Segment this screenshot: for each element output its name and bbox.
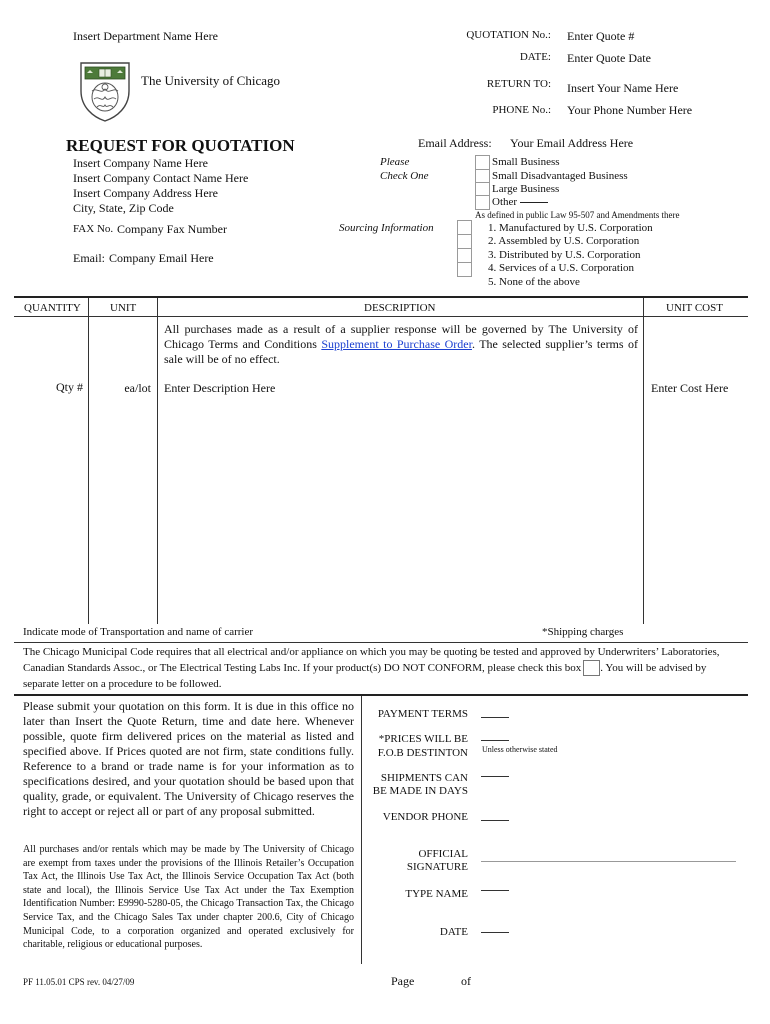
- transport-mode-label[interactable]: Indicate mode of Transportation and name of carrier: [23, 626, 254, 638]
- quantity-field[interactable]: Qty #: [56, 380, 83, 394]
- sourcing-option-2: 2. Assembled by U.S. Corporation: [488, 235, 640, 247]
- terms-notice-post: . The selected supplier’s terms of sale will be of no effect.: [164, 337, 638, 366]
- business-option-small-disadvantaged: Small Disadvantaged Business: [492, 170, 628, 182]
- return-to-field[interactable]: Insert Your Name Here: [567, 81, 679, 95]
- terms-notice-pre: All purchases made as a result of a supplier response will be governed by The University of Chicago Terms and Conditions: [164, 322, 638, 351]
- payment-terms-label: PAYMENT TERMS: [377, 708, 468, 720]
- form-title: REQUEST FOR QUOTATION: [66, 136, 295, 155]
- column-header-unit-cost: UNIT COST: [666, 302, 723, 314]
- university-name: The University of Chicago: [141, 73, 280, 88]
- vendor-phone-field[interactable]: [481, 820, 509, 821]
- company-name-field[interactable]: Insert Company Name Here: [73, 156, 208, 170]
- email-address-label: Email Address:: [418, 136, 492, 150]
- quote-number-label: QUOTATION No.:: [466, 29, 551, 41]
- terms-notice: [164, 322, 638, 367]
- sourcing-option-3: 3. Distributed by U.S. Corporation: [488, 249, 641, 261]
- tax-exemption-notice: All purchases and/or rentals which may be made by The University of Chicago are exempt from taxes under the provisions of the Illinois Retailer’s Occupation Tax Act, the Illinois Use Tax Act, the Illinois Service Occupation Tax Act (both state and local), the Illinois Service Use Tax Act under the Tax Exemption Identification Number: E9990-5280-05, the Chicago Transaction Tax, the Chicago Service Tax, and the Chicago Sales Tax under chapter 200.6, City of Chicago Municipal Code, to a corporation organized and operated exclusively for charitable, religious or educational purposes.: [23, 844, 354, 951]
- date-label: DATE:: [519, 51, 551, 63]
- description-column-divider: [643, 298, 644, 624]
- phone-field[interactable]: Your Phone Number Here: [567, 103, 693, 117]
- signature-line[interactable]: [481, 861, 736, 862]
- prices-fob-label-line2: F.O.B DESTINTON: [377, 747, 468, 759]
- quantity-column-divider: [88, 298, 89, 624]
- table-header-rule: [14, 316, 748, 317]
- business-option-other-label: Other: [492, 196, 518, 208]
- nonconform-checkbox[interactable]: [583, 660, 600, 676]
- email-address-field[interactable]: Your Email Address Here: [510, 136, 634, 150]
- date-signed-label: DATE: [439, 926, 468, 938]
- sourcing-option-5: 5. None of the above: [488, 276, 580, 288]
- payment-terms-field[interactable]: [481, 717, 509, 718]
- other-business-line[interactable]: [520, 201, 548, 203]
- sourcing-checkbox-2[interactable]: [457, 234, 472, 249]
- check-one-prompt-line2: Check One: [380, 170, 429, 182]
- column-header-description: DESCRIPTION: [364, 302, 436, 314]
- date-field[interactable]: Enter Quote Date: [567, 51, 651, 65]
- date-signed-field[interactable]: [481, 932, 509, 933]
- business-option-large: Large Business: [492, 183, 560, 195]
- municipal-code-notice: [23, 644, 739, 692]
- unit-column-divider: [157, 298, 158, 624]
- column-header-unit: UNIT: [110, 302, 137, 314]
- signature-label-line2: SIGNATURE: [406, 861, 468, 873]
- column-header-quantity: QUANTITY: [24, 302, 81, 314]
- municipal-text-pre: The Chicago Municipal Code requires that all electrical and/or appliance on which you may be quoting be tested and approved by Underwriters’ Laboratories, Canadian Standards Assoc., or The Electrical Testing Labs Inc. If your product(s) DO NOT CONFORM, please check this box: [23, 646, 720, 674]
- form-code: PF 11.05.01 CPS rev. 04/27/09: [23, 977, 135, 987]
- type-name-label: TYPE NAME: [405, 888, 468, 900]
- fax-label: FAX No.: [73, 223, 114, 235]
- lower-section-divider: [361, 696, 362, 964]
- page-label: Page: [391, 974, 415, 988]
- prices-fob-label-line1: *PRICES WILL BE: [378, 733, 468, 745]
- type-name-field[interactable]: [481, 890, 509, 891]
- description-field[interactable]: Enter Description Here: [164, 381, 276, 395]
- university-seal-icon: [79, 61, 131, 123]
- prices-fob-field[interactable]: [481, 740, 509, 741]
- signature-label-line1: OFFICIAL: [418, 848, 468, 860]
- department-name[interactable]: Insert Department Name Here: [73, 29, 218, 43]
- other-business-checkbox[interactable]: [475, 195, 490, 210]
- sourcing-checkbox-4[interactable]: [457, 262, 472, 277]
- company-contact-field[interactable]: Insert Company Contact Name Here: [73, 171, 249, 185]
- company-email-field[interactable]: Company Email Here: [109, 251, 214, 265]
- shipping-charges-label[interactable]: *Shipping charges: [542, 626, 624, 638]
- municipal-rule: [14, 694, 748, 696]
- return-to-label: RETURN TO:: [486, 78, 551, 90]
- phone-label: PHONE No.:: [492, 104, 551, 116]
- law-note: As defined in public Law 95-507 and Amendments there: [475, 210, 680, 220]
- check-one-prompt-line1: Please: [380, 156, 410, 168]
- unless-otherwise-note: Unless otherwise stated: [482, 745, 558, 754]
- company-city-field[interactable]: City, State, Zip Code: [73, 201, 174, 215]
- sourcing-option-1: 1. Manufactured by U.S. Corporation: [488, 222, 653, 234]
- sourcing-option-4: 4. Services of a U.S. Corporation: [488, 262, 635, 274]
- municipal-text-post: . You will be advised by separate letter on a procedure to be followed.: [23, 662, 707, 691]
- unit-cost-field[interactable]: Enter Cost Here: [651, 381, 729, 395]
- quote-number-field[interactable]: Enter Quote #: [567, 29, 635, 43]
- supplement-link[interactable]: Supplement to Purchase Order: [321, 337, 472, 351]
- sourcing-checkbox-3[interactable]: [457, 248, 472, 263]
- fax-field[interactable]: Company Fax Number: [117, 222, 227, 236]
- business-option-other: [492, 196, 548, 208]
- table-top-rule: [14, 296, 748, 298]
- company-email-label: Email:: [73, 251, 105, 265]
- vendor-phone-label: VENDOR PHONE: [382, 811, 468, 823]
- business-option-small: Small Business: [492, 156, 560, 168]
- submission-instructions: Please submit your quotation on this form. It is due in this office no later than Insert the Quote Return, time and date here. Whenever possible, quote firm delivered prices on the material as listed and specified above. If Prices quoted are not firm, state conditions fully. Reference to a brand or trade name is for your information as to specifications desired, and your quotation should be based upon that quality, grade, or equivalent. The University of Chicago reserves the right to accept or reject all or part of any proposal submitted.: [23, 699, 354, 818]
- shipments-days-field[interactable]: [481, 776, 509, 777]
- small-business-checkbox[interactable]: [475, 155, 490, 170]
- transport-rule: [14, 642, 748, 643]
- shipments-label-line2: BE MADE IN DAYS: [372, 785, 468, 797]
- sourcing-label: Sourcing Information: [339, 222, 434, 234]
- unit-field[interactable]: ea/lot: [124, 381, 151, 395]
- company-address-field[interactable]: Insert Company Address Here: [73, 186, 218, 200]
- page-of-label: of: [461, 974, 471, 988]
- shipments-label-line1: SHIPMENTS CAN: [380, 772, 468, 784]
- sourcing-checkbox-1[interactable]: [457, 220, 472, 235]
